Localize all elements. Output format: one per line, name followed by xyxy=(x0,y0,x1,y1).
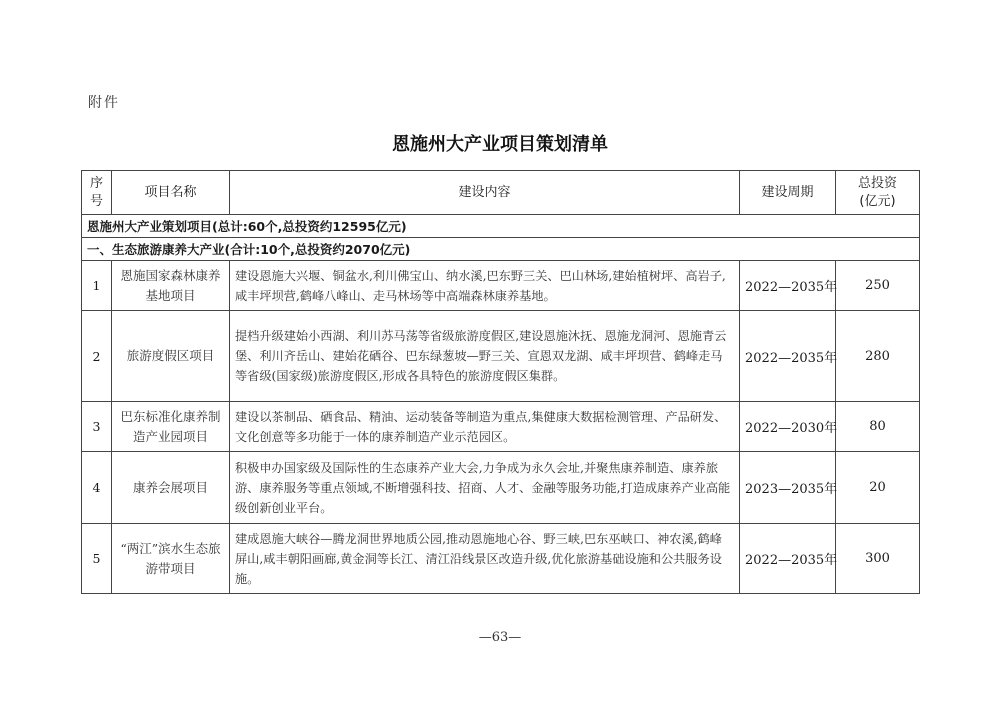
project-period: 2022—2035年 xyxy=(740,311,836,402)
project-name: 康养会展项目 xyxy=(112,452,230,524)
table-row xyxy=(82,524,920,594)
table-header-row xyxy=(82,171,920,215)
project-investment: 280 xyxy=(836,311,920,402)
table-row xyxy=(82,402,920,452)
summary-category-row xyxy=(82,238,920,261)
project-investment: 80 xyxy=(836,402,920,452)
project-table xyxy=(81,170,920,594)
project-content: 建成恩施大峡谷—腾龙洞世界地质公园,推动恩施地心谷、野三峡,巴东巫峡口、神农溪,鹤峰屏山,咸丰朝阳画廊,黄金洞等长江、清江沿线景区改造升级,优化旅游基础设施和公共服务设施。 xyxy=(230,524,740,594)
project-investment: 250 xyxy=(836,261,920,311)
header-period: 建设周期 xyxy=(740,171,836,215)
project-name: 巴东标准化康养制造产业园项目 xyxy=(112,402,230,452)
header-content: 建设内容 xyxy=(230,171,740,215)
project-investment: 20 xyxy=(836,452,920,524)
row-number: 5 xyxy=(82,524,112,594)
project-content: 建设以茶制品、硒食品、精油、运动装备等制造为重点,集健康大数据检测管理、产品研发、文化创意等多功能于一体的康养制造产业示范园区。 xyxy=(230,402,740,452)
page-number: —63— xyxy=(478,630,522,645)
project-content: 建设恩施大兴堰、铜盆水,利川佛宝山、纳水溪,巴东野三关、巴山林场,建始植树坪、高岩子,咸丰坪坝营,鹤峰八峰山、走马林场等中高端森林康养基地。 xyxy=(230,261,740,311)
project-name: “两江”滨水生态旅游带项目 xyxy=(112,524,230,594)
row-number: 2 xyxy=(82,311,112,402)
row-number: 1 xyxy=(82,261,112,311)
table-row xyxy=(82,311,920,402)
table-row xyxy=(82,452,920,524)
project-name: 旅游度假区项目 xyxy=(112,311,230,402)
project-name: 恩施国家森林康养基地项目 xyxy=(112,261,230,311)
header-invest-line2: (亿元) xyxy=(859,193,896,209)
project-period: 2023—2035年 xyxy=(740,452,836,524)
table-row xyxy=(82,261,920,311)
attachment-label: 附件 xyxy=(88,95,120,111)
header-invest xyxy=(836,171,920,215)
project-period: 2022—2035年 xyxy=(740,524,836,594)
header-name: 项目名称 xyxy=(112,171,230,215)
project-period: 2022—2030年 xyxy=(740,402,836,452)
project-investment: 300 xyxy=(836,524,920,594)
project-content: 积极申办国家级及国际性的生态康养产业大会,力争成为永久会址,并聚焦康养制造、康养旅游、康养服务等重点领域,不断增强科技、招商、人才、金融等服务功能,打造成康养产业高能级创新创业平台。 xyxy=(230,452,740,524)
header-no xyxy=(82,171,112,215)
summary-category: 一、生态旅游康养大产业(合计:10个,总投资约2070亿元) xyxy=(82,238,920,261)
summary-total-row xyxy=(82,215,920,238)
summary-total: 恩施州大产业策划项目(总计:60个,总投资约12595亿元) xyxy=(82,215,920,238)
header-no-line2: 号 xyxy=(89,193,103,209)
project-content: 提档升级建始小西湖、利川苏马荡等省级旅游度假区,建设恩施沐抚、恩施龙洞河、恩施青云堡、利川齐岳山、建始花硒谷、巴东绿葱坡—野三关、宣恩双龙湖、咸丰坪坝营、鹤峰走马等省级(国家级)旅游度假区,形成各具特色的旅游度假区集群。 xyxy=(230,311,740,402)
header-no-line1: 序 xyxy=(89,175,103,191)
row-number: 3 xyxy=(82,402,112,452)
project-period: 2022—2035年 xyxy=(740,261,836,311)
row-number: 4 xyxy=(82,452,112,524)
document-title: 恩施州大产业项目策划清单 xyxy=(392,134,608,155)
header-invest-line1: 总投资 xyxy=(857,175,897,191)
